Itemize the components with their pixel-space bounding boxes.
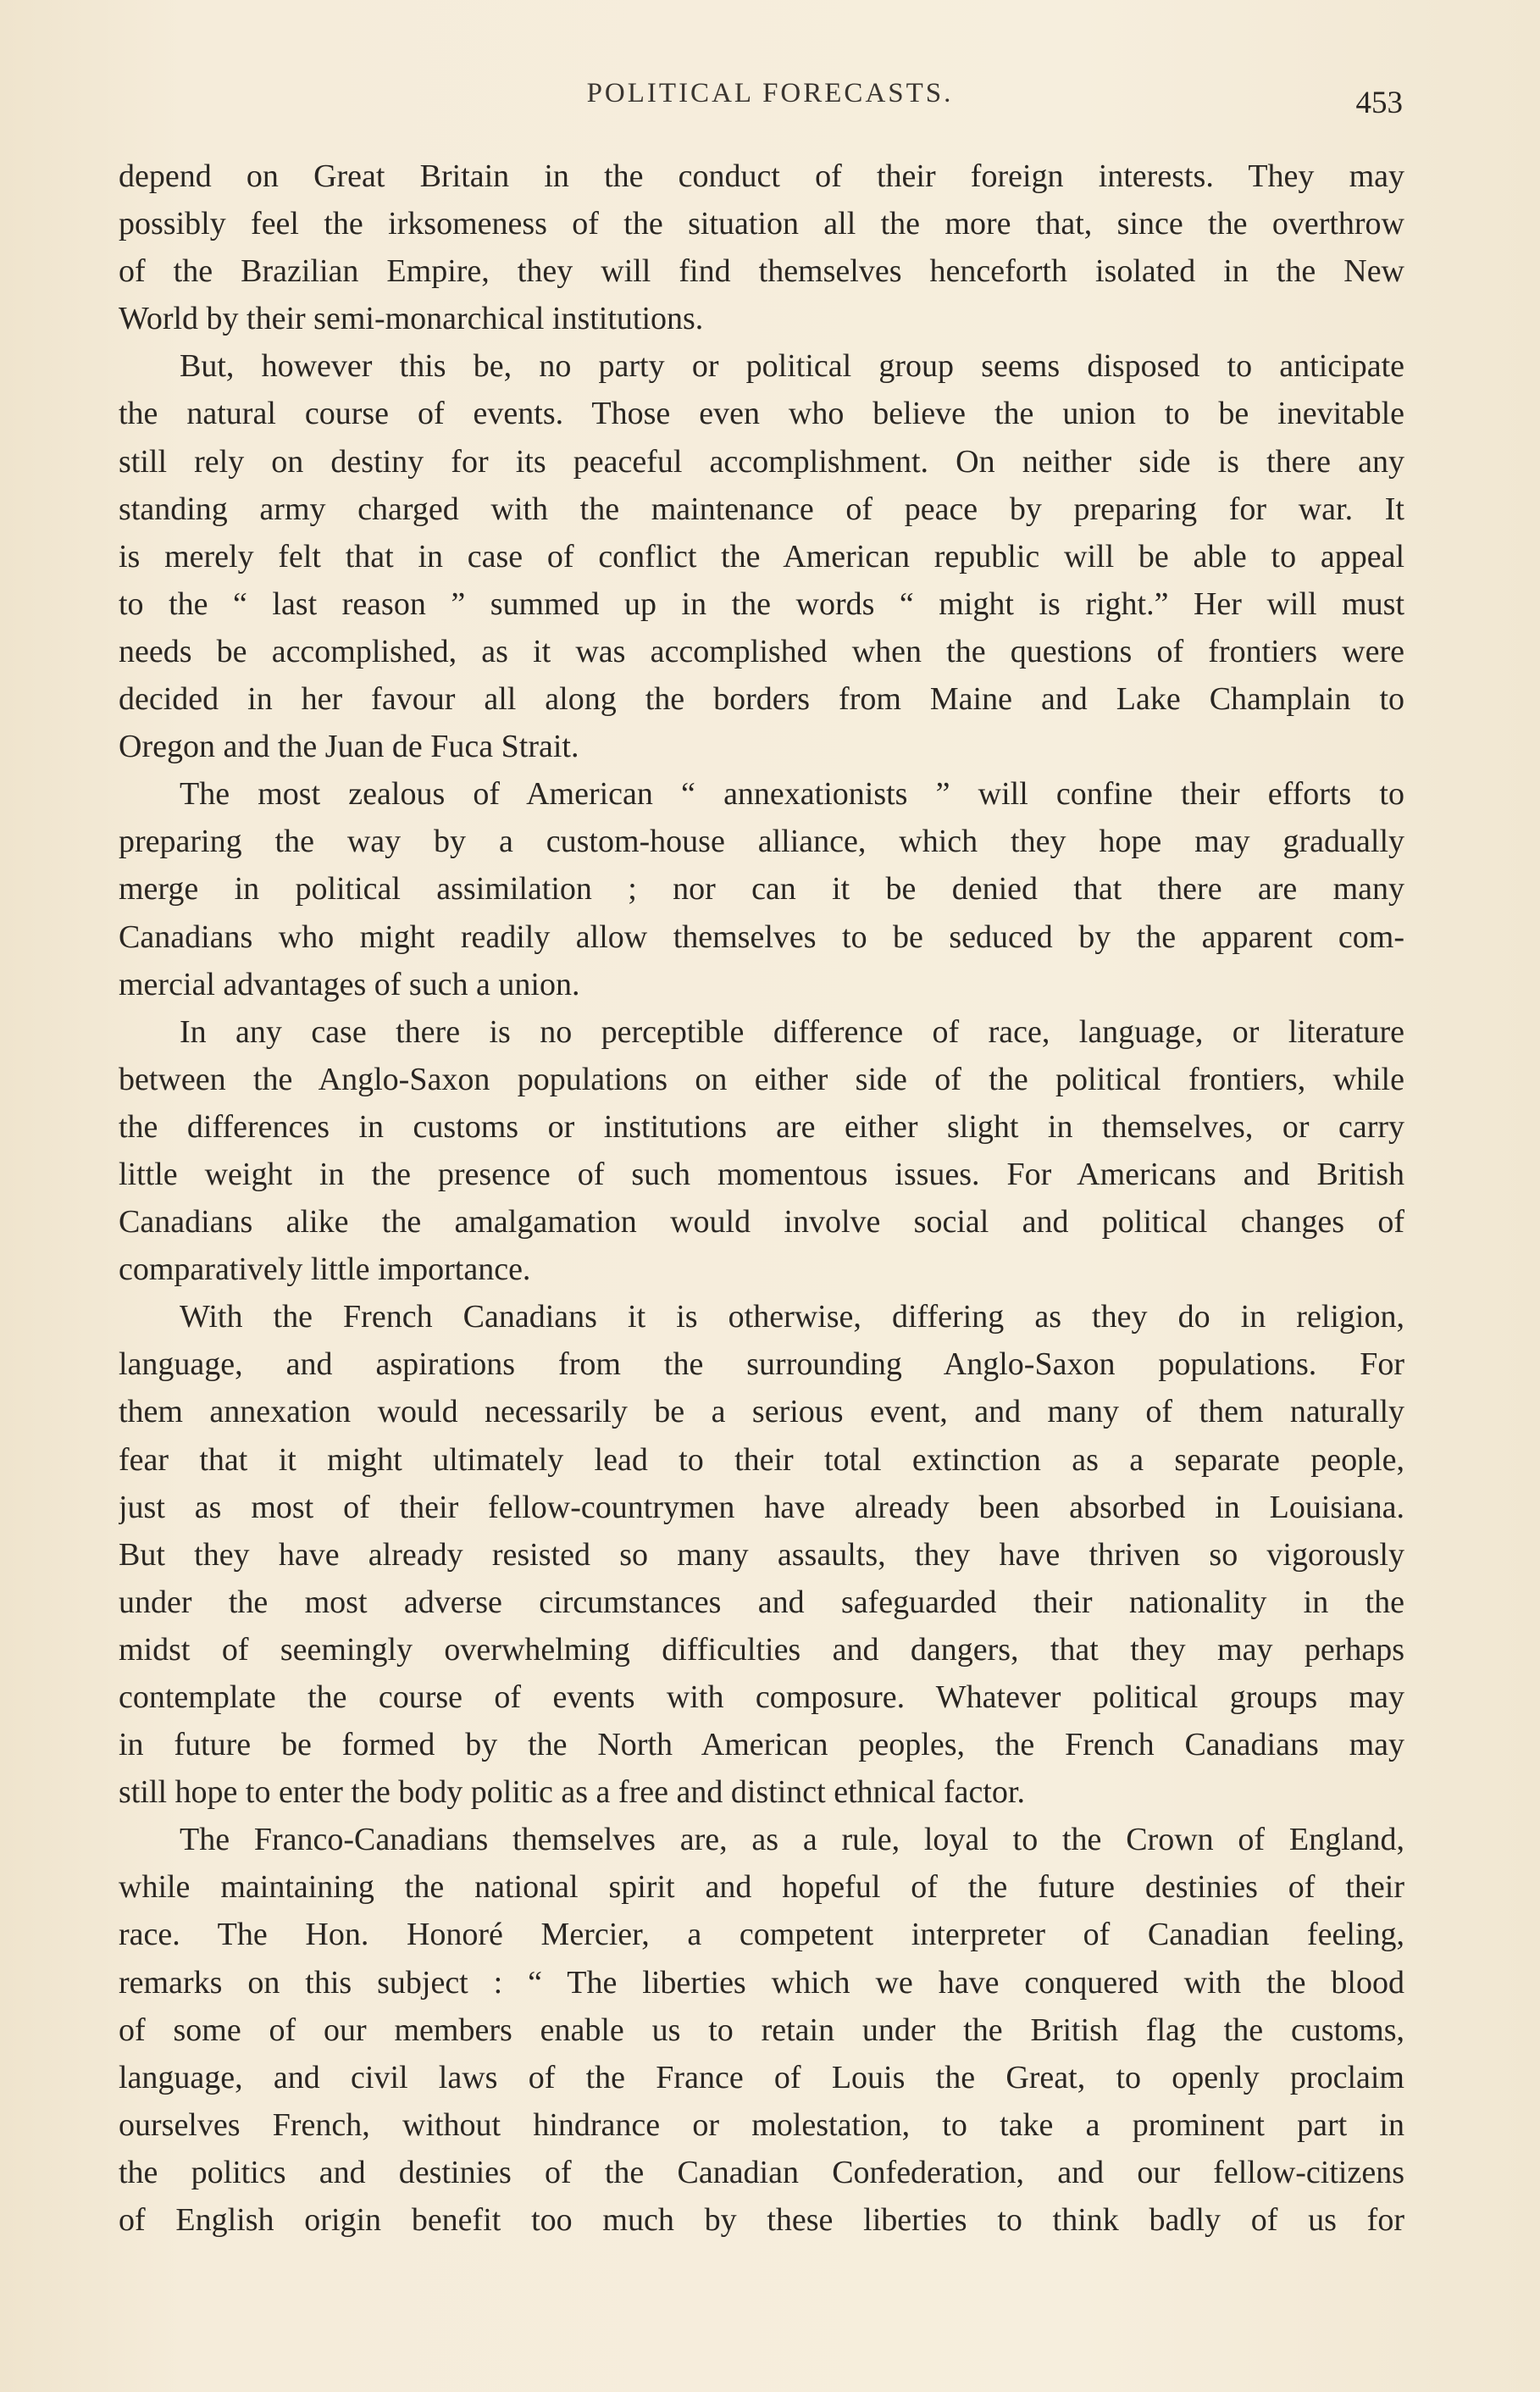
text-line: the differences in customs or institutions are either slight in themselves, or carry — [119, 1108, 1404, 1145]
running-title: POLITICAL FORECASTS. — [586, 78, 954, 108]
text-line: them annexation would necessarily be a serious event, and many of them naturally — [119, 1394, 1404, 1430]
text-line: language, and aspirations from the surrounding Anglo-Saxon populations. For — [119, 1346, 1404, 1383]
text-line: still hope to enter the body politic as a free and distinct ethnical factor. — [119, 1774, 1025, 1811]
text-line: comparatively little importance. — [119, 1251, 531, 1288]
text-line: in future be formed by the North American peoples, the French Canadians may — [119, 1727, 1404, 1763]
text-line: depend on Great Britain in the conduct of their foreign interests. They may — [119, 158, 1404, 194]
text-line: the natural course of events. Those even who believe the union to be inevitable — [119, 396, 1404, 432]
text-line: remarks on this subject : “ The liberties which we have conquered with the blood — [119, 1964, 1404, 2001]
text-line: With the French Canadians it is otherwise, differing as they do in religion, — [180, 1299, 1404, 1335]
text-line: of the Brazilian Empire, they will find themselves henceforth isolated in the New — [119, 253, 1404, 290]
text-line: In any case there is no perceptible difference of race, language, or literature — [180, 1013, 1404, 1050]
text-line: of English origin benefit too much by these liberties to think badly of us for — [119, 2202, 1404, 2239]
text-line: The Franco-Canadians themselves are, as a rule, loyal to the Crown of England, — [180, 1822, 1404, 1858]
text-line: decided in her favour all along the borders from Maine and Lake Champlain to — [119, 681, 1404, 718]
text-line: under the most adverse circumstances and safeguarded their nationality in the — [119, 1584, 1404, 1620]
text-line: while maintaining the national spirit and hopeful of the future destinies of their — [119, 1869, 1404, 1906]
text-line: Oregon and the Juan de Fuca Strait. — [119, 729, 579, 765]
text-line: The most zealous of American “ annexationists ” will confine their efforts to — [180, 776, 1404, 813]
text-line: language, and civil laws of the France of Louis the Great, to openly proclaim — [119, 2059, 1404, 2095]
text-line: contemplate the course of events with composure. Whatever political groups may — [119, 1679, 1404, 1715]
text-line: But they have already resisted so many assaults, they have thriven so vigorously — [119, 1536, 1404, 1573]
text-line: needs be accomplished, as it was accomplished when the questions of frontiers were — [119, 633, 1404, 669]
text-line: But, however this be, no party or political group seems disposed to anticipate — [180, 348, 1404, 385]
text-line: little weight in the presence of such momentous issues. For Americans and British — [119, 1156, 1404, 1192]
body-text — [119, 153, 1404, 2244]
text-line: World by their semi-monarchical institutions. — [119, 301, 704, 337]
text-line: the politics and destinies of the Canadian Confederation, and our fellow-citizens — [119, 2154, 1404, 2190]
text-line: fear that it might ultimately lead to their total extinction as a separate people, — [119, 1441, 1404, 1478]
text-line: race. The Hon. Honoré Mercier, a competent interpreter of Canadian feeling, — [119, 1917, 1404, 1953]
text-line: ourselves French, without hindrance or molestation, to take a prominent part in — [119, 2106, 1404, 2143]
text-line: standing army charged with the maintenance of peace by preparing for war. It — [119, 491, 1404, 527]
text-line: possibly feel the irksomeness of the situation all the more that, since the overthrow — [119, 206, 1404, 242]
text-line: just as most of their fellow-countrymen have already been absorbed in Louisiana. — [119, 1489, 1404, 1525]
text-line: midst of seemingly overwhelming difficulties and dangers, that they may perhaps — [119, 1631, 1404, 1668]
text-line: to the “ last reason ” summed up in the words “ might is right.” Her will must — [119, 586, 1404, 622]
text-line: Canadians alike the amalgamation would involve social and political changes of — [119, 1204, 1404, 1240]
text-line: preparing the way by a custom-house alliance, which they hope may gradually — [119, 824, 1404, 860]
running-head — [0, 78, 1540, 120]
text-line: mercial advantages of such a union. — [119, 966, 580, 1002]
text-line: is merely felt that in case of conflict the American republic will be able to appeal — [119, 538, 1404, 574]
text-line: Canadians who might readily allow themselves to be seduced by the apparent com- — [119, 919, 1404, 955]
text-line: still rely on destiny for its peaceful accomplishment. On neither side is there any — [119, 443, 1404, 480]
text-line: between the Anglo-Saxon populations on either side of the political frontiers, while — [119, 1061, 1404, 1097]
page-number: 453 — [1355, 86, 1403, 120]
text-line: of some of our members enable us to retain under the British flag the customs, — [119, 2012, 1404, 2048]
text-line: merge in political assimilation ; nor can it be denied that there are many — [119, 871, 1404, 907]
